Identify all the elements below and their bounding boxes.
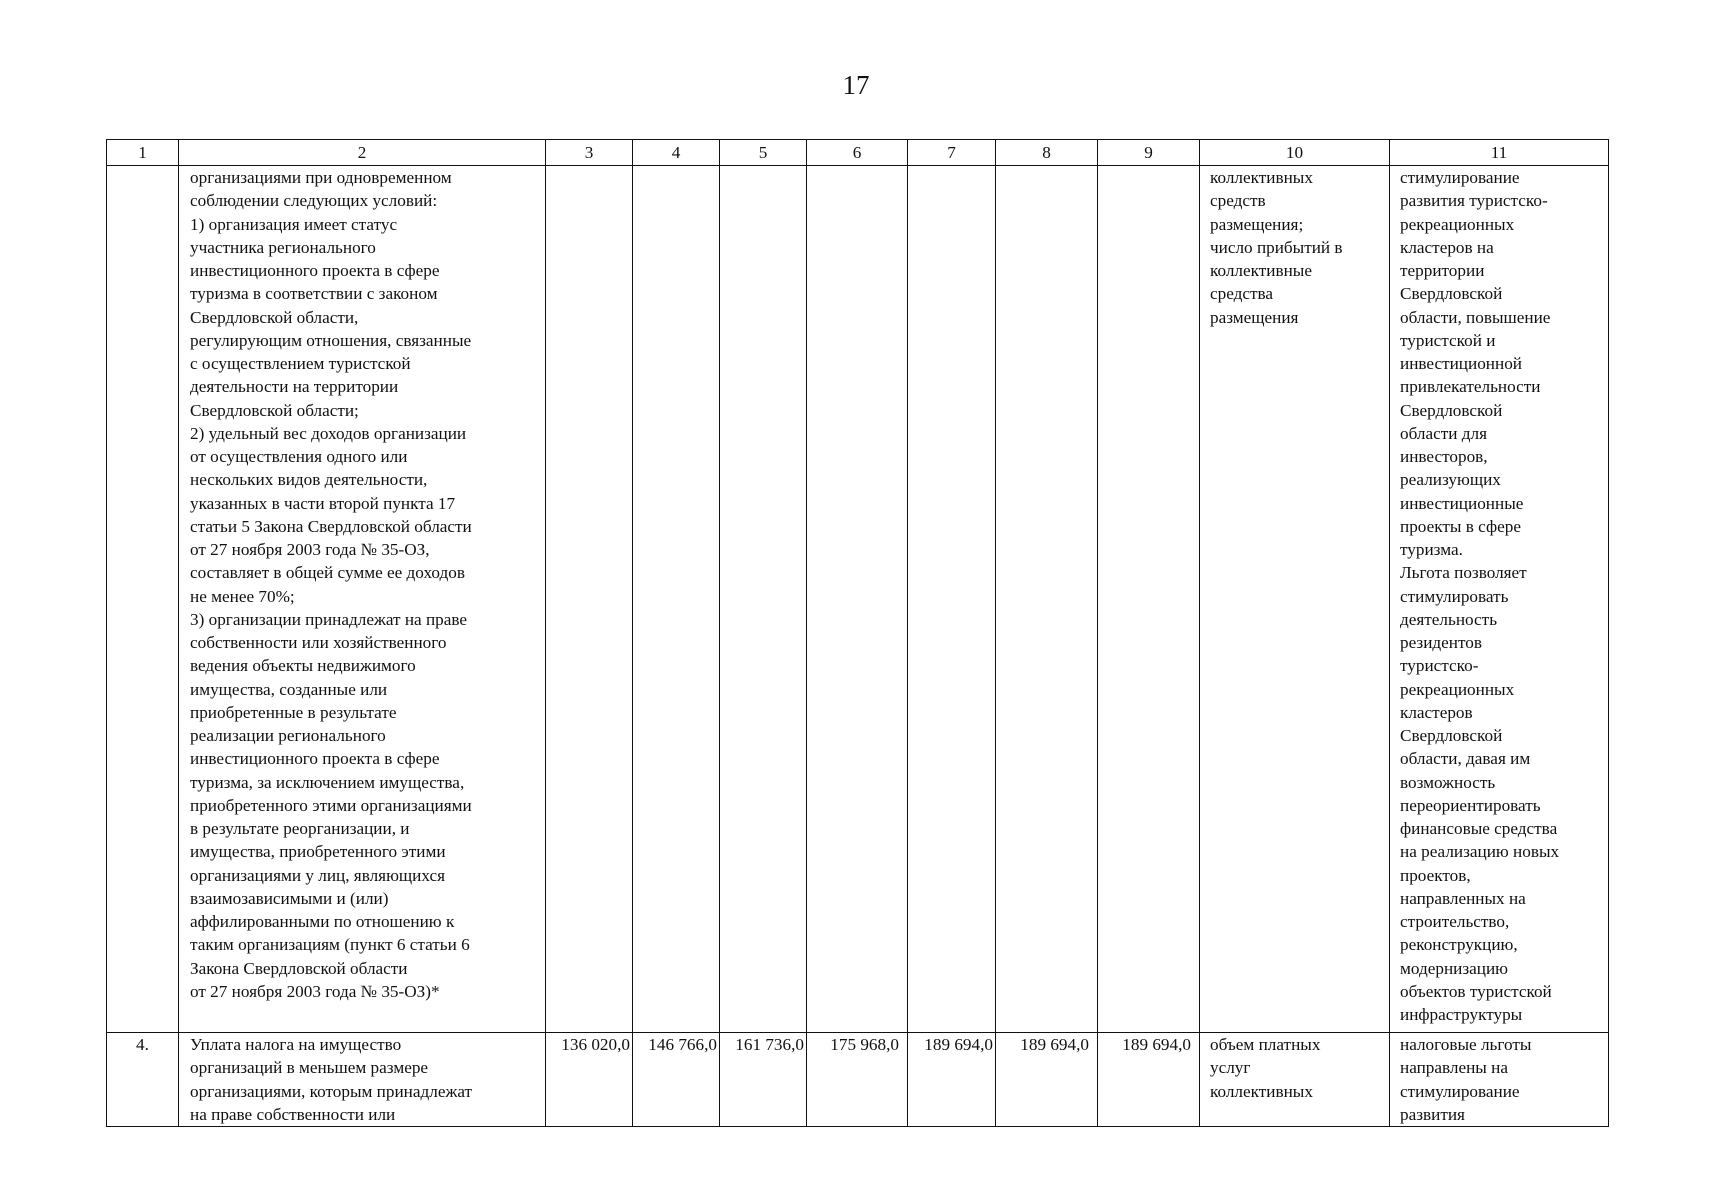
column-header: 1	[107, 140, 179, 166]
benefit-description: Уплата налога на имущество организаций в меньшем размере организациями, которым принадлежат на праве собственности или	[190, 1035, 473, 1124]
value-cell: 161 736,0	[720, 1033, 807, 1127]
value-cell: 146 766,0	[633, 1033, 720, 1127]
column-header: 7	[908, 140, 996, 166]
page-number: 17	[842, 70, 870, 100]
row-number-cell	[107, 1033, 179, 1127]
value-cell	[720, 166, 807, 1033]
value-cell	[546, 166, 633, 1033]
value-cell	[1098, 166, 1200, 1033]
column-header: 5	[720, 140, 807, 166]
indicator-cell	[1200, 1033, 1390, 1127]
indicator-cell	[1200, 166, 1390, 1033]
tax-benefits-table	[106, 139, 1609, 1127]
value-cell	[908, 166, 996, 1033]
table-row	[107, 1033, 1609, 1127]
benefit-rationale: стимулирование развития туристско- рекреационных кластеров на территории Свердловской области, повышение туристской и инвестиционной привлекательности Свердловской области для инвесторов, реализующих инвестиционные проекты в сфере туризма. Льгота позволяет стимулировать деятельность резидентов туристско- рекреационных кластеров Свердловской области, давая им возможность переориентировать финансовые средства на реализацию новых проектов, направленных на строительство, реконструкцию, модернизацию объектов туристской инфраструктуры	[1400, 168, 1560, 1024]
value-cell	[807, 166, 908, 1033]
row-number-cell	[107, 166, 179, 1033]
column-header: 11	[1390, 140, 1609, 166]
value-cell: 189 694,0	[1098, 1033, 1200, 1127]
value-cell: 189 694,0	[996, 1033, 1098, 1127]
value-cell	[633, 166, 720, 1033]
description-cell	[179, 1033, 546, 1127]
column-header: 9	[1098, 140, 1200, 166]
column-header: 2	[179, 140, 546, 166]
row-number: 4.	[136, 1035, 149, 1054]
column-header: 3	[546, 140, 633, 166]
value-cell: 175 968,0	[807, 1033, 908, 1127]
benefit-rationale: налоговые льготы направлены на стимулирование развития	[1400, 1035, 1532, 1124]
value-cell: 189 694,0	[908, 1033, 996, 1127]
column-header: 8	[996, 140, 1098, 166]
table-row	[107, 166, 1609, 1033]
efficiency-indicator: коллективных средств размещения; число прибытий в коллективные средства размещения	[1210, 168, 1343, 327]
column-header: 4	[633, 140, 720, 166]
efficiency-indicator: объем платных услуг коллективных	[1210, 1035, 1321, 1101]
rationale-cell	[1390, 166, 1609, 1033]
column-header: 6	[807, 140, 908, 166]
benefit-description: организациями при одновременном соблюдении следующих условий: 1) организация имеет статус участника регионального инвестиционного проекта в сфере туризма в соответствии с законом Свердловской области, регулирующим отношения, связанные с осуществлением туристской деятельности на территории Свердловской области; 2) удельный вес доходов организации от осуществления одного или нескольких видов деятельности, указанных в части второй пункта 17 статьи 5 Закона Свердловской области от 27 ноября 2003 года № 35-ОЗ, составляет в общей сумме ее доходов не менее 70%; 3) организации принадлежат на праве собственности или хозяйственного ведения объекты недвижимого имущества, созданные или приобретенные в результате реализации регионального инвестиционного проекта в сфере туризма, за исключением имущества, приобретенного этими организациями в результате реорганизации, и имущества, приобретенного этими организациями у лиц, являющихся взаимозависимыми и (или) аффилированными по отношению к таким организациям (пункт 6 статьи 6 Закона Свердловской области от 27 ноября 2003 года № 35-ОЗ)*	[190, 168, 472, 1001]
rationale-cell	[1390, 1033, 1609, 1127]
value-cell	[996, 166, 1098, 1033]
value-cell: 136 020,0	[546, 1033, 633, 1127]
column-number-row	[107, 140, 1609, 166]
description-cell	[179, 166, 546, 1033]
column-header: 10	[1200, 140, 1390, 166]
